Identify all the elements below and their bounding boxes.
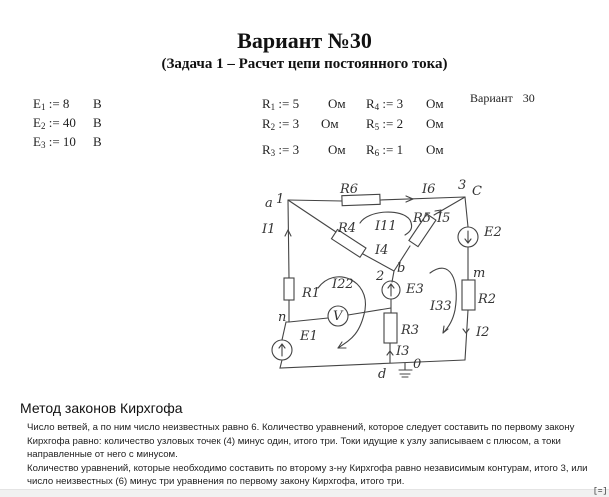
label-i22: I22: [332, 277, 354, 292]
node-b-number: 2: [376, 269, 385, 284]
method-heading: Метод законов Кирхгофа: [20, 400, 183, 416]
method-description: [27, 421, 597, 489]
label-r5: R5: [413, 211, 432, 226]
param-r3: $R_3$ := 3 Ом: [262, 142, 346, 158]
expand-button[interactable]: [=]: [593, 487, 608, 496]
page-subtitle: (Задача 1 – Расчет цепи постоянного тока): [161, 56, 448, 72]
node-n-label: n: [278, 310, 287, 325]
node-c-label: C: [472, 184, 482, 199]
page-title: Вариант №30: [237, 28, 372, 53]
label-i5: I5: [437, 211, 451, 226]
circuit-diagram: [260, 170, 510, 390]
label-e3: E3: [406, 282, 424, 297]
label-i4: I4: [375, 243, 389, 258]
node-a-number: 1: [276, 192, 285, 207]
label-r6: R6: [340, 182, 359, 197]
node-c-number: 3: [458, 178, 467, 193]
label-r2: R2: [478, 292, 497, 307]
label-r1: R1: [302, 286, 321, 301]
node-a-label: a: [265, 196, 273, 211]
label-i6: I6: [422, 182, 436, 197]
node-b-label: b: [397, 261, 406, 276]
param-e3: $E_3$ := 10 В: [33, 134, 102, 150]
method-paragraph: Число ветвей, а по ним число неизвестных равно 6. Количество уравнений, которое следует составить по первому закону Кирхгофа равно: количество узловых точек (4) минус один, итого три. Токи идущие к узлу записываем с плюсом, а токи направленные от него с минусом.: [27, 422, 575, 461]
variant-label: Вариант 30: [470, 91, 535, 105]
param-r2: $R_2$ := 3 Ом: [262, 116, 339, 132]
label-i1: I1: [262, 222, 276, 237]
label-e2: E2: [484, 225, 502, 240]
label-i3: I3: [396, 344, 410, 359]
node-d-label: d: [378, 367, 387, 382]
param-r1: $R_1$ := 5 Ом: [262, 96, 346, 112]
label-r4: R4: [338, 221, 357, 236]
label-i11: I11: [375, 219, 397, 234]
param-r4: $R_4$ := 3 Ом: [366, 96, 444, 112]
voltmeter-label: V: [333, 309, 343, 324]
ground-potential: 0: [413, 357, 422, 372]
node-m-label: m: [473, 266, 486, 281]
param-e1: $E_1$ := 8 В: [33, 96, 102, 112]
method-paragraph: Количество уравнений, которые необходимо составить по второму з-ну Кирхгофа равно независимым контурам, итого 3, или число неизвестных (6) минус три уравнения по первому закону Кирхгофа, итого три.: [27, 462, 588, 488]
label-i2: I2: [476, 325, 490, 340]
label-e1: E1: [300, 329, 318, 344]
param-r5: $R_5$ := 2 Ом: [366, 116, 444, 132]
param-r6: $R_6$ := 1 Ом: [366, 142, 444, 158]
param-e2: $E_2$ := 40 В: [33, 115, 102, 131]
label-i33: I33: [430, 299, 452, 314]
label-r3: R3: [401, 323, 420, 338]
